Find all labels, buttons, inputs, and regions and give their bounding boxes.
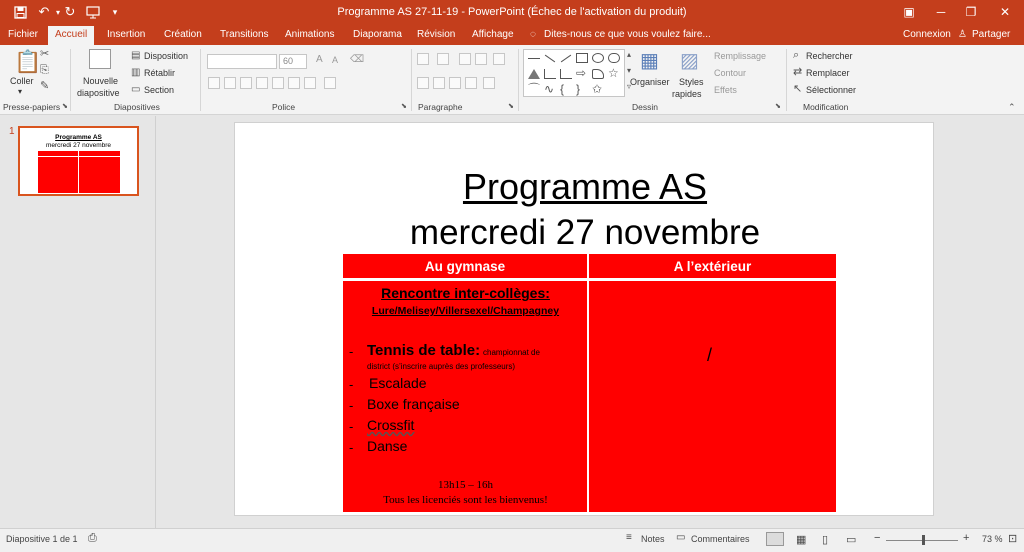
separator	[786, 49, 787, 111]
line-shape-icon[interactable]	[528, 58, 540, 59]
spellcheck-icon[interactable]: ⎙	[88, 532, 97, 544]
list-dash: -	[349, 419, 354, 434]
list-item-escalade: Escalade	[369, 375, 427, 391]
line-diagonal-shape-icon[interactable]	[545, 55, 555, 63]
gallery-more-icon[interactable]: ▿	[627, 82, 632, 91]
star-shape-icon[interactable]: ☆	[608, 66, 619, 80]
columns-button[interactable]	[483, 77, 495, 89]
gallery-up-icon[interactable]: ▴	[627, 50, 632, 59]
new-slide-icon[interactable]	[89, 49, 111, 69]
paste-icon[interactable]: 📋	[14, 49, 42, 74]
list-dash: -	[349, 440, 354, 455]
cut-icon[interactable]: ✂	[40, 48, 50, 60]
tab-transitions[interactable]: Transitions	[220, 29, 269, 40]
list-item-boxe: Boxe française	[367, 396, 460, 412]
thumbnail-number: 1	[9, 126, 15, 137]
curve-shape-icon[interactable]: ∿	[544, 82, 555, 96]
find-icon: ⌕	[793, 49, 800, 61]
zoom-slider[interactable]	[886, 540, 958, 541]
font-color-button[interactable]	[324, 77, 336, 89]
increase-indent-button[interactable]	[475, 53, 487, 65]
tab-insertion[interactable]: Insertion	[107, 29, 146, 40]
rectangle-shape-icon[interactable]	[576, 53, 588, 63]
program-table[interactable]	[342, 253, 835, 511]
align-left-button[interactable]	[417, 77, 429, 89]
format-painter-icon[interactable]: ✎	[40, 80, 50, 92]
comments-button[interactable]: Commentaires	[691, 534, 750, 544]
separator	[70, 49, 71, 111]
section-button[interactable]: Section	[144, 85, 175, 95]
list-item-danse: Danse	[367, 438, 408, 454]
increase-font-icon[interactable]: A	[316, 54, 323, 65]
slide-title[interactable]: Programme AS	[462, 166, 708, 207]
elbow-shape-icon[interactable]	[544, 69, 556, 79]
separator	[411, 49, 412, 111]
table-cell-gymnase	[343, 281, 588, 512]
rounded-rect-shape-icon[interactable]	[608, 53, 620, 63]
clipboard-launcher-icon[interactable]: ⬊	[62, 103, 68, 110]
tennis-note-line2: district (s’inscrire auprès des professeurs)	[367, 362, 516, 371]
zoom-slider-thumb[interactable]	[922, 535, 925, 545]
arrange-button[interactable]: Organiser	[630, 77, 670, 87]
tab-revision[interactable]: Révision	[417, 29, 456, 40]
group-label-paragraph: Paragraphe	[418, 102, 463, 112]
paste-dropdown-icon[interactable]: ▾	[18, 87, 23, 96]
slide-sorter-icon[interactable]: ▦	[796, 534, 807, 546]
arrow-shape-icon[interactable]	[561, 55, 571, 63]
decrease-indent-button[interactable]	[459, 53, 471, 65]
event-footer: Tous les licenciés sont les bienvenus!	[383, 494, 548, 506]
bold-button[interactable]	[208, 77, 220, 89]
replace-icon: ⇄	[793, 66, 803, 78]
arrange-icon: ▦	[640, 50, 659, 72]
undo-dropdown-icon[interactable]: ▾	[55, 7, 60, 17]
reset-icon: ▥	[131, 67, 141, 78]
strikethrough-button[interactable]	[272, 77, 284, 89]
zoom-out-icon[interactable]: −	[874, 532, 881, 544]
group-label-editing: Modification	[803, 102, 849, 112]
list-dash: -	[349, 377, 354, 392]
group-label-drawing: Dessin	[632, 102, 658, 112]
find-button[interactable]: Rechercher	[806, 51, 853, 61]
thumbnail-subtitle: mercredi 27 novembre	[45, 142, 112, 149]
reset-button[interactable]: Rétablir	[144, 68, 176, 78]
share-button[interactable]: Partager	[972, 29, 1011, 40]
triangle-shape-icon[interactable]	[528, 69, 540, 79]
customize-qat-icon[interactable]: ▾	[112, 6, 118, 17]
redo-icon[interactable]: ↻	[64, 4, 76, 19]
notes-button[interactable]: Notes	[641, 534, 665, 544]
group-label-slides: Diapositives	[114, 102, 160, 112]
signin-link[interactable]: Connexion	[903, 29, 951, 40]
window-title: Programme AS 27-11-19 - PowerPoint (Échec de l'activation du produit)	[337, 6, 687, 18]
separator	[518, 49, 519, 111]
tell-me-search[interactable]: Dites-nous ce que vous voulez faire...	[544, 29, 711, 40]
restore-button[interactable]: ❐	[965, 5, 977, 19]
normal-view-icon[interactable]	[766, 532, 784, 546]
zoom-level[interactable]: 73 %	[982, 534, 1003, 544]
lightbulb-icon: ◌	[530, 29, 536, 40]
shape-fill-button[interactable]: Remplissage	[714, 51, 767, 61]
slide-subtitle[interactable]: mercredi 27 novembre	[409, 213, 761, 252]
tab-creation[interactable]: Création	[164, 29, 202, 40]
new-slide-button-line1[interactable]: Nouvelle	[83, 76, 119, 86]
group-label-font: Police	[272, 102, 296, 112]
gallery-down-icon[interactable]: ▾	[627, 66, 632, 75]
collapse-ribbon-icon[interactable]: ⌃	[1008, 102, 1016, 112]
paste-button[interactable]: Coller	[10, 76, 34, 86]
slide-info: Diapositive 1 de 1	[6, 534, 78, 544]
fit-to-window-icon[interactable]: ⊡	[1008, 533, 1018, 545]
list-item-crossfit: Crossfit	[367, 417, 415, 433]
slideshow-icon[interactable]: ▭	[846, 534, 857, 546]
list-dash: -	[349, 344, 354, 359]
quick-styles-button-line1[interactable]: Styles	[679, 77, 704, 87]
table-cell-exterieur	[589, 281, 836, 512]
zoom-in-icon[interactable]: +	[963, 532, 970, 544]
tab-affichage[interactable]: Affichage	[472, 29, 514, 40]
underline-button[interactable]	[240, 77, 252, 89]
layout-icon: ▤	[131, 50, 141, 61]
separator	[200, 49, 201, 111]
event-title: Rencontre inter-collèges:	[381, 285, 550, 301]
thumbnail-table	[38, 151, 120, 193]
tab-fichier[interactable]: Fichier	[8, 29, 39, 40]
thumbnail-table-header-line	[38, 156, 120, 157]
line-spacing-button[interactable]	[493, 53, 505, 65]
paragraph-launcher-icon[interactable]: ⬊	[508, 103, 514, 110]
tab-diaporama[interactable]: Diaporama	[353, 29, 402, 40]
font-launcher-icon[interactable]: ⬊	[401, 103, 407, 110]
brace-left-shape-icon[interactable]: {	[560, 82, 565, 96]
select-button[interactable]: Sélectionner	[806, 85, 857, 95]
event-schools: Lure/Melisey/Villersexel/Champagney	[371, 305, 560, 317]
table-header-exterieur: A l’extérieur	[589, 254, 836, 280]
star-small-shape-icon[interactable]: ✩	[592, 82, 603, 96]
notes-icon: ≡	[626, 532, 632, 543]
snip-rect-shape-icon[interactable]	[592, 69, 604, 79]
block-arrow-shape-icon[interactable]: ⇨	[576, 66, 587, 80]
list-item-tennis: Tennis de table:	[367, 342, 481, 359]
quick-styles-button-line2[interactable]: rapides	[672, 89, 702, 99]
bullets-button[interactable]	[417, 53, 429, 65]
align-center-button[interactable]	[433, 77, 445, 89]
exterieur-content: /	[707, 345, 713, 365]
align-right-button[interactable]	[449, 77, 461, 89]
comments-icon: ▭	[676, 532, 686, 543]
tennis-note: championnat de	[483, 348, 540, 357]
char-spacing-button[interactable]	[288, 77, 300, 89]
layout-button[interactable]: Disposition	[144, 51, 189, 61]
minimize-button[interactable]: ─	[936, 5, 946, 19]
arc-shape-icon[interactable]: ⌒	[528, 82, 541, 96]
oval-shape-icon[interactable]	[592, 53, 604, 63]
thumbnail-title: Programme AS	[55, 134, 102, 141]
table-header-gymnase: Au gymnase	[343, 254, 588, 280]
shapes-gallery[interactable]	[523, 49, 625, 97]
select-icon: ↖	[793, 83, 803, 95]
share-user-icon: ♙	[958, 29, 967, 40]
reading-view-icon[interactable]: ▯	[822, 534, 829, 546]
close-button[interactable]: ✕	[999, 5, 1011, 19]
group-label-clipboard: Presse-papiers	[3, 102, 61, 112]
new-slide-button-line2[interactable]: diapositive	[77, 88, 120, 98]
font-size-field[interactable]: 60	[279, 54, 307, 69]
drawing-launcher-icon[interactable]: ⬊	[775, 103, 781, 110]
ribbon-display-options-icon[interactable]: ▣	[903, 5, 915, 19]
brace-right-shape-icon[interactable]: }	[576, 82, 581, 96]
title-bar	[0, 0, 1024, 26]
change-case-button[interactable]	[304, 77, 316, 89]
section-icon: ▭	[131, 84, 141, 95]
event-time: 13h15 – 16h	[438, 479, 493, 491]
italic-button[interactable]	[224, 77, 236, 89]
tab-animations[interactable]: Animations	[285, 29, 335, 40]
clear-format-icon[interactable]: ⌫	[350, 54, 365, 65]
ribbon	[0, 45, 1024, 115]
ribbon-tabs	[0, 26, 1024, 45]
numbering-button[interactable]	[437, 53, 449, 65]
shadow-button[interactable]	[256, 77, 268, 89]
quick-styles-icon: ▨	[680, 50, 699, 72]
list-dash: -	[349, 398, 354, 413]
thumbnail-table-divider	[78, 151, 79, 193]
slide-thumbnail[interactable]	[18, 126, 139, 196]
shape-effects-button[interactable]: Effets	[714, 85, 737, 95]
copy-icon[interactable]: ⎘	[40, 64, 49, 76]
tab-accueil[interactable]: Accueil	[48, 26, 94, 45]
slide-canvas[interactable]	[234, 122, 934, 516]
font-name-field[interactable]	[207, 54, 277, 69]
justify-button[interactable]	[465, 77, 477, 89]
replace-button[interactable]: Remplacer	[806, 68, 850, 78]
elbow-arrow-shape-icon[interactable]	[560, 69, 572, 79]
status-bar	[0, 528, 1024, 552]
shape-outline-button[interactable]: Contour	[714, 68, 747, 78]
decrease-font-icon[interactable]: A	[332, 55, 339, 65]
undo-icon[interactable]: ↶	[38, 4, 50, 19]
